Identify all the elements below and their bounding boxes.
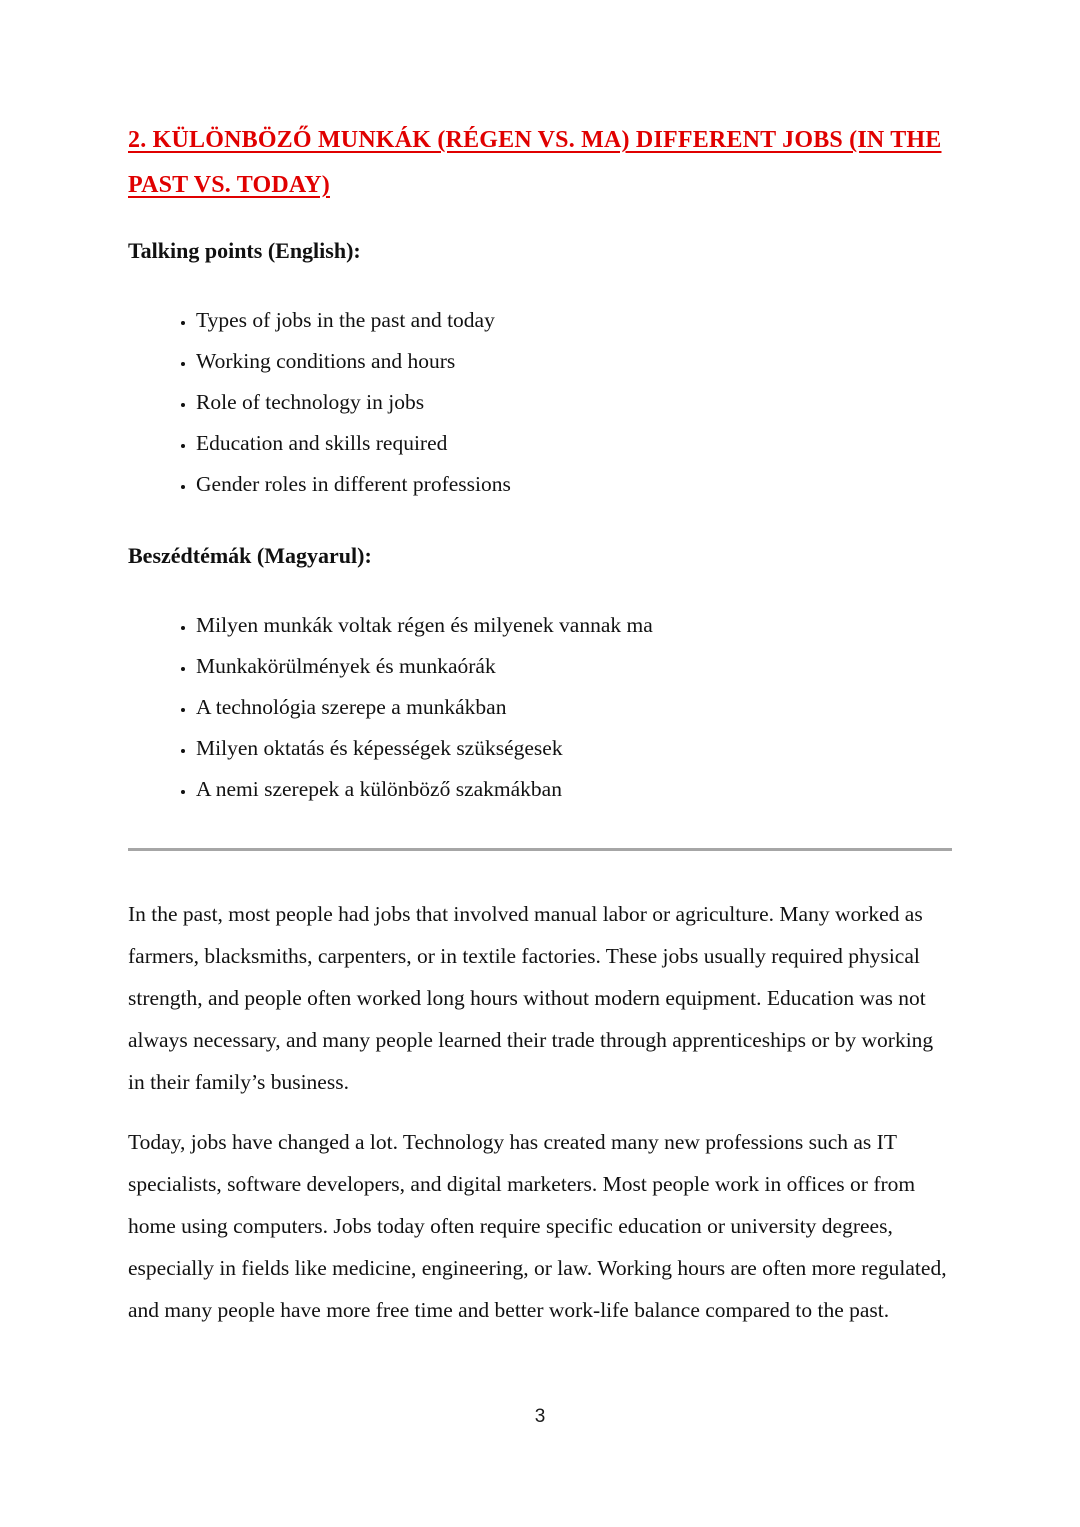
list-item: • A nemi szerepek a különböző szakmákban [196, 769, 952, 810]
section-title-hungarian: Beszédtémák (Magyarul): [128, 543, 372, 568]
list-item: • Types of jobs in the past and today [196, 300, 952, 341]
list-item: • Role of technology in jobs [196, 382, 952, 423]
list-item: • Gender roles in different professions [196, 464, 952, 505]
document-title: 2. KÜLÖNBÖZŐ MUNKÁK (RÉGEN VS. MA) DIFFERENT JOBS (IN THE PAST VS. TODAY) [128, 127, 942, 198]
list-item: • Milyen oktatás és képességek szükségesek [196, 728, 952, 769]
talking-points-hungarian-list [128, 605, 952, 810]
section-title-english: Talking points (English): [128, 238, 361, 263]
list-item: • Munkakörülmények és munkaórák [196, 646, 952, 687]
horizontal-divider [128, 848, 952, 851]
paragraph-past-jobs: In the past, most people had jobs that involved manual labor or agriculture. Many worked as farmers, blacksmiths, carpenters, or in textile factories. These jobs usually required physical strength, and people often worked long hours without modern equipment. Education was not always necessary, and many people learned their trade through apprenticeships or by working in their family’s business. [128, 902, 934, 1094]
list-item: • Milyen munkák voltak régen és milyenek vannak ma [196, 605, 952, 646]
list-item: • Working conditions and hours [196, 341, 952, 382]
list-item: • Education and skills required [196, 423, 952, 464]
list-item: • A technológia szerepe a munkákban [196, 687, 952, 728]
talking-points-english-list [128, 300, 952, 505]
page-number: 3 [534, 1406, 546, 1427]
paragraph-today-jobs: Today, jobs have changed a lot. Technology has created many new professions such as IT specialists, software developers, and digital marketers. Most people work in offices or from home using computers. Jobs today often require specific education or university degrees, especially in fields like medicine, engineering, or law. Working hours are often more regulated, and many people have more free time and better work-life balance compared to the past. [128, 1130, 947, 1322]
